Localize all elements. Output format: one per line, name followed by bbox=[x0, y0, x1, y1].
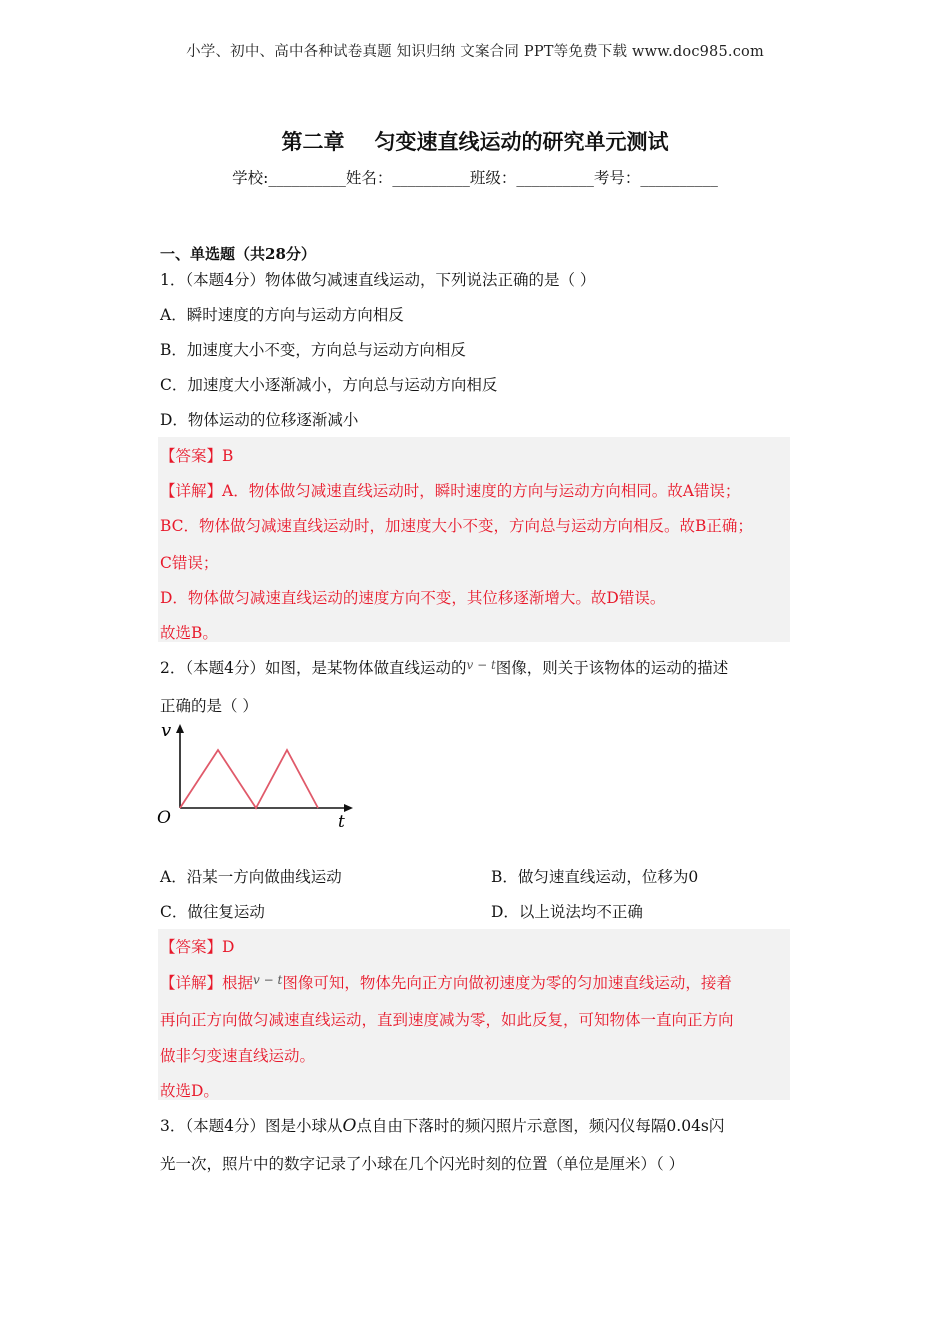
graph-origin-label: O bbox=[157, 808, 171, 828]
q1-option-b: B．加速度大小不变，方向总与运动方向相反 bbox=[160, 341, 466, 359]
q2-detail-b: 图像可知，物体先向正方向做初速度为零的匀加速直线运动，接着 bbox=[282, 974, 732, 992]
q1-detail-4: D．物体做匀减速直线运动的速度方向不变，其位移逐渐增大。故D错误。 bbox=[160, 589, 666, 607]
q2-stem-line2: 正确的是（ ） bbox=[160, 697, 258, 715]
q1-answer-box bbox=[158, 437, 790, 642]
q2-answer: 【答案】D bbox=[160, 938, 235, 956]
q2-stem-b: 图像，则关于该物体的运动的描述 bbox=[495, 659, 729, 677]
q1-detail-2: BC．物体做匀减速直线运动时，加速度大小不变，方向总与运动方向相反。故B正确； bbox=[160, 517, 753, 535]
q2-stem-line1 bbox=[160, 656, 728, 678]
q2-detail-3: 做非匀变速直线运动。 bbox=[160, 1047, 316, 1065]
q1-answer: 【答案】B bbox=[160, 447, 234, 465]
q1-option-a: A．瞬时速度的方向与运动方向相反 bbox=[160, 306, 404, 324]
q2-option-c: C．做往复运动 bbox=[160, 903, 265, 921]
q3-stem-a: 3．（本题4分）图是小球从 bbox=[160, 1117, 343, 1135]
q2-detail-vt-symbol: v − t bbox=[253, 973, 283, 987]
chapter-label: 第二章 bbox=[281, 129, 345, 154]
q3-stem-b: 点自由下落时的频闪照片示意图，频闪仪每隔0.04s闪 bbox=[356, 1117, 725, 1135]
graph-triangle-wave bbox=[180, 750, 318, 808]
q3-stem-line2: 光一次，照片中的数字记录了小球在几个闪光时刻的位置（单位是厘米）（ ） bbox=[160, 1155, 685, 1173]
section-heading: 一、单选题（共28分） bbox=[160, 245, 316, 263]
q2-detail-a: 【详解】根据 bbox=[160, 974, 254, 992]
q2-detail-2: 再向正方向做匀减速直线运动，直到速度减为零，如此反复，可知物体一直向正方向 bbox=[160, 1011, 734, 1029]
q2-option-b: B．做匀速直线运动，位移为0 bbox=[491, 868, 699, 886]
q3-point-o: O bbox=[342, 1116, 357, 1136]
q1-detail-3: C错误； bbox=[160, 554, 219, 572]
q2-detail-1 bbox=[160, 971, 732, 993]
q2-option-d: D．以上说法均不正确 bbox=[491, 903, 643, 921]
vt-graph bbox=[155, 720, 360, 830]
graph-y-label: v bbox=[161, 720, 172, 741]
q2-option-a: A．沿某一方向做曲线运动 bbox=[160, 868, 342, 886]
graph-x-arrow bbox=[344, 804, 353, 812]
q2-detail-4: 故选D。 bbox=[160, 1082, 219, 1100]
q2-stem-a: 2．（本题4分）如图，是某物体做直线运动的 bbox=[160, 659, 467, 677]
q1-option-c: C．加速度大小逐渐减小，方向总与运动方向相反 bbox=[160, 376, 498, 394]
page-title bbox=[0, 126, 950, 156]
page-header: 小学、初中、高中各种试卷真题 知识归纳 文案合同 PPT等免费下载 www.doc985.com bbox=[186, 44, 764, 60]
q2-vt-symbol: v − t bbox=[466, 658, 496, 672]
q3-stem-line1 bbox=[160, 1114, 724, 1136]
chapter-name: 匀变速直线运动的研究单元测试 bbox=[374, 129, 669, 154]
q1-detail-1: 【详解】A．物体做匀减速直线运动时，瞬时速度的方向与运动方向相同。故A错误； bbox=[160, 482, 741, 500]
q1-stem: 1．（本题4分）物体做匀减速直线运动，下列说法正确的是（ ） bbox=[160, 271, 596, 289]
student-info-line: 学校:__________姓名：__________班级：__________考号：__________ bbox=[232, 169, 718, 187]
q1-detail-5: 故选B。 bbox=[160, 624, 218, 642]
q1-option-d: D．物体运动的位移逐渐减小 bbox=[160, 411, 359, 429]
graph-y-arrow bbox=[176, 724, 184, 733]
graph-x-label: t bbox=[338, 812, 345, 830]
